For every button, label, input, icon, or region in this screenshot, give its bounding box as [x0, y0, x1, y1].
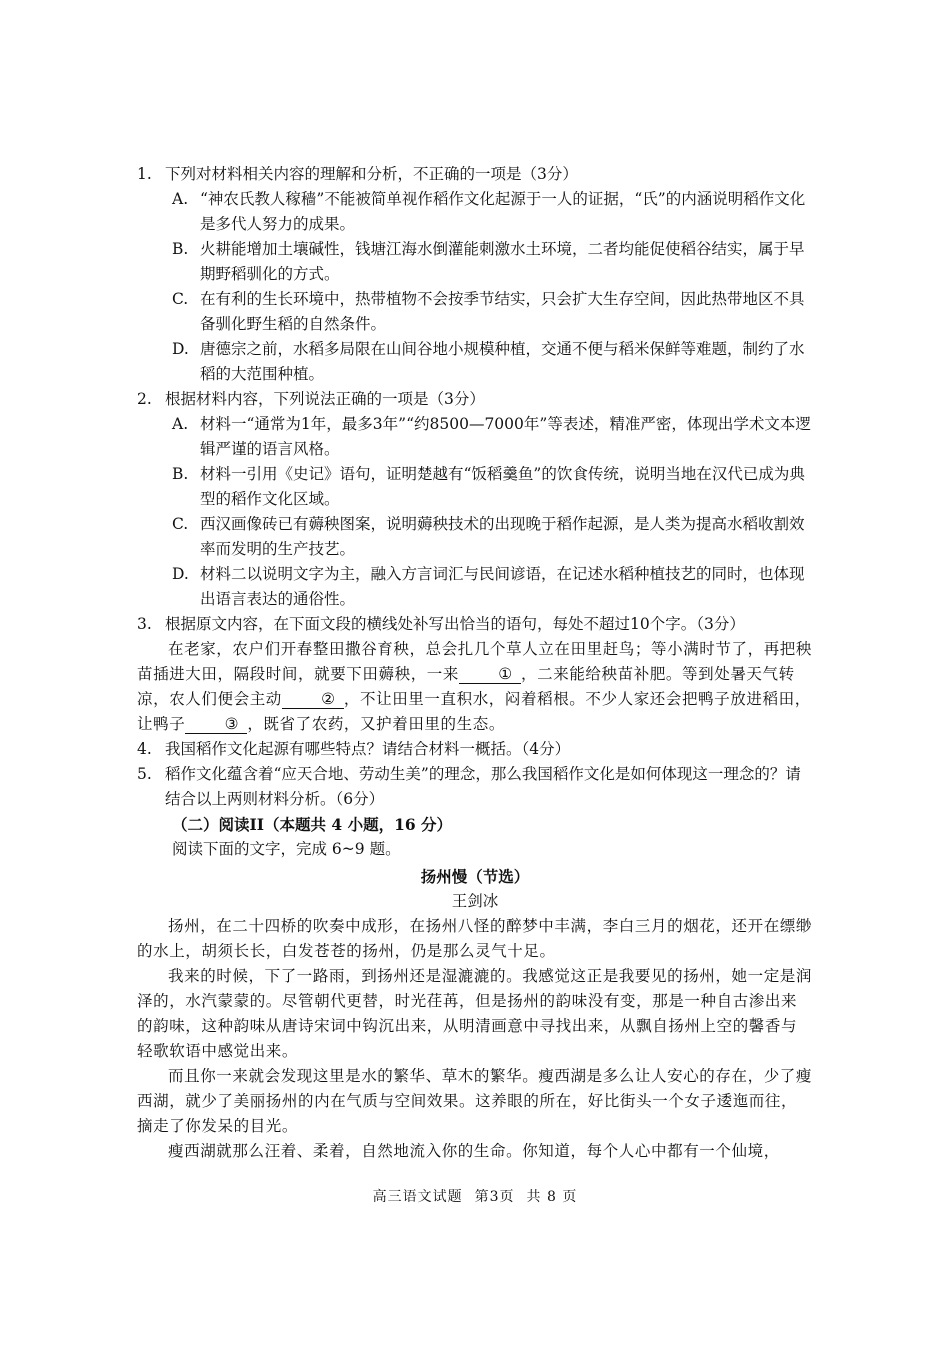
footer-page-number: 第3页	[474, 1189, 515, 1205]
question-number: 5.	[137, 765, 152, 783]
option-b	[137, 237, 813, 287]
option-label: C.	[172, 290, 189, 308]
question-number: 3.	[137, 615, 152, 633]
option-label: B.	[172, 240, 189, 258]
blank-3: ③	[185, 715, 247, 734]
blank-1: ①	[459, 665, 521, 684]
section-heading: （二）阅读II（本题共 4 小题，16 分）	[172, 815, 453, 834]
article-paragraph: 扬州，在二十四桥的吹奏中成形，在扬州八怪的醉梦中丰满，李白三月的烟花，还开在缥缈的水上，胡须长长，白发苍苍的扬州，仍是那么灵气十足。	[137, 917, 813, 960]
passage-text: ，二来能给秧苗补肥。等到处暑天气转凉，农人们便会主动	[137, 665, 795, 708]
question-5	[137, 762, 813, 812]
question-stem: 根据原文内容，在下面文段的横线处补写出恰当的语句，每处不超过10个字。（3分）	[165, 615, 745, 633]
question-stem: 根据材料内容，下列说法正确的一项是（3分）	[165, 390, 485, 408]
option-text: 材料二以说明文字为主，融入方言词汇与民间谚语，在记述水稻种植技艺的同时，也体现出语言表达的通俗性。	[200, 565, 805, 608]
passage-text: ，既省了农药，又护着田里的生态。	[247, 715, 505, 733]
question-number: 2.	[137, 390, 152, 408]
option-label: D.	[172, 340, 189, 358]
section-instruction: 阅读下面的文字，完成 6~9 题。	[172, 840, 401, 858]
question-number: 4.	[137, 740, 152, 758]
blank-2: ②	[282, 690, 344, 709]
option-text: 材料一引用《史记》语句，证明楚越有“饭稻羹鱼”的饮食传统，说明当地在汉代已成为典型的稻作文化区域。	[200, 465, 805, 508]
option-b	[137, 462, 813, 512]
footer-subject: 高三语文试题	[372, 1189, 463, 1205]
option-text: “神农氏教人稼穑”不能被简单视作稻作文化起源于一人的证据，“氏”的内涵说明稻作文化是多代人努力的成果。	[200, 190, 806, 233]
article-paragraph: 我来的时候，下了一路雨，到扬州还是湿漉漉的。我感觉这正是我要见的扬州，她一定是润泽的，水汽蒙蒙的。尽管朝代更替，时光荏苒，但是扬州的韵味没有变，那是一种自古渗出来的韵味，这种韵味从唐诗宋词中钩沉出来，从明清画意中寻找出来，从飘自扬州上空的馨香与轻歌软语中感觉出来。	[137, 967, 813, 1060]
question-4	[137, 737, 813, 762]
article-title: 扬州慢（节选）	[420, 867, 530, 886]
option-c	[137, 287, 813, 337]
option-text: 材料一“通常为1年，最多3年”“约8500—7000年”等表述，精准严密，体现出学术文本逻辑严谨的语言风格。	[200, 415, 811, 458]
article-paragraph: 瘦西湖就那么汪着、柔着，自然地流入你的生命。你知道，每个人心中都有一个仙境，	[168, 1142, 780, 1160]
option-d	[137, 562, 813, 612]
option-label: D.	[172, 565, 189, 583]
article-author: 王剑冰	[451, 892, 499, 910]
question-1	[137, 162, 813, 187]
option-d	[137, 337, 813, 387]
page-footer	[0, 1186, 950, 1206]
option-label: C.	[172, 515, 189, 533]
option-c	[137, 512, 813, 562]
question-3	[137, 612, 813, 637]
exam-page-content	[137, 162, 813, 1164]
option-text: 火耕能增加土壤碱性，钱塘江海水倒灌能刺激水土环境，二者均能促使稻谷结实，属于早期野稻驯化的方式。	[200, 240, 805, 283]
question-stem: 我国稻作文化起源有哪些特点？请结合材料一概括。（4分）	[165, 740, 571, 758]
footer-page-total: 共 8 页	[526, 1189, 578, 1205]
option-a	[137, 412, 813, 462]
option-text: 唐德宗之前，水稻多局限在山间谷地小规模种植，交通不便与稻米保鲜等难题，制约了水稻的大范围种植。	[200, 340, 805, 383]
question-2	[137, 387, 813, 412]
fill-in-passage	[137, 637, 813, 737]
option-label: A.	[172, 415, 189, 433]
option-text: 在有利的生长环境中，热带植物不会按季节结实，只会扩大生存空间，因此热带地区不具备驯化野生稻的自然条件。	[200, 290, 805, 333]
question-stem: 稻作文化蕴含着“应天合地、劳动生美”的理念，那么我国稻作文化是如何体现这一理念的？请结合以上两则材料分析。（6分）	[165, 765, 801, 808]
question-number: 1.	[137, 165, 152, 183]
question-stem: 下列对材料相关内容的理解和分析，不正确的一项是（3分）	[165, 165, 578, 183]
option-a	[137, 187, 813, 237]
option-text: 西汉画像砖已有薅秧图案，说明薅秧技术的出现晚于稻作起源，是人类为提高水稻收割效率而发明的生产技艺。	[200, 515, 805, 558]
passage-text: ，不让田里一直积水，闷着稻根。不少人家还会把鸭子放进稻田，让鸭子	[137, 690, 811, 733]
option-label: A.	[172, 190, 189, 208]
article-paragraph: 而且你一来就会发现这里是水的繁华、草木的繁华。瘦西湖是多么让人安心的存在，少了瘦西湖，就少了美丽扬州的内在气质与空间效果。这养眼的所在，好比街头一个女子逶迤而往，摘走了你发呆的目光。	[137, 1067, 813, 1135]
option-label: B.	[172, 465, 189, 483]
passage-text: 在老家，农户们开春整田撒谷育秧，总会扎几个草人立在田里赶鸟；等小满时节了，再把秧苗插进大田，隔段时间，就要下田薅秧，一来	[137, 640, 813, 683]
